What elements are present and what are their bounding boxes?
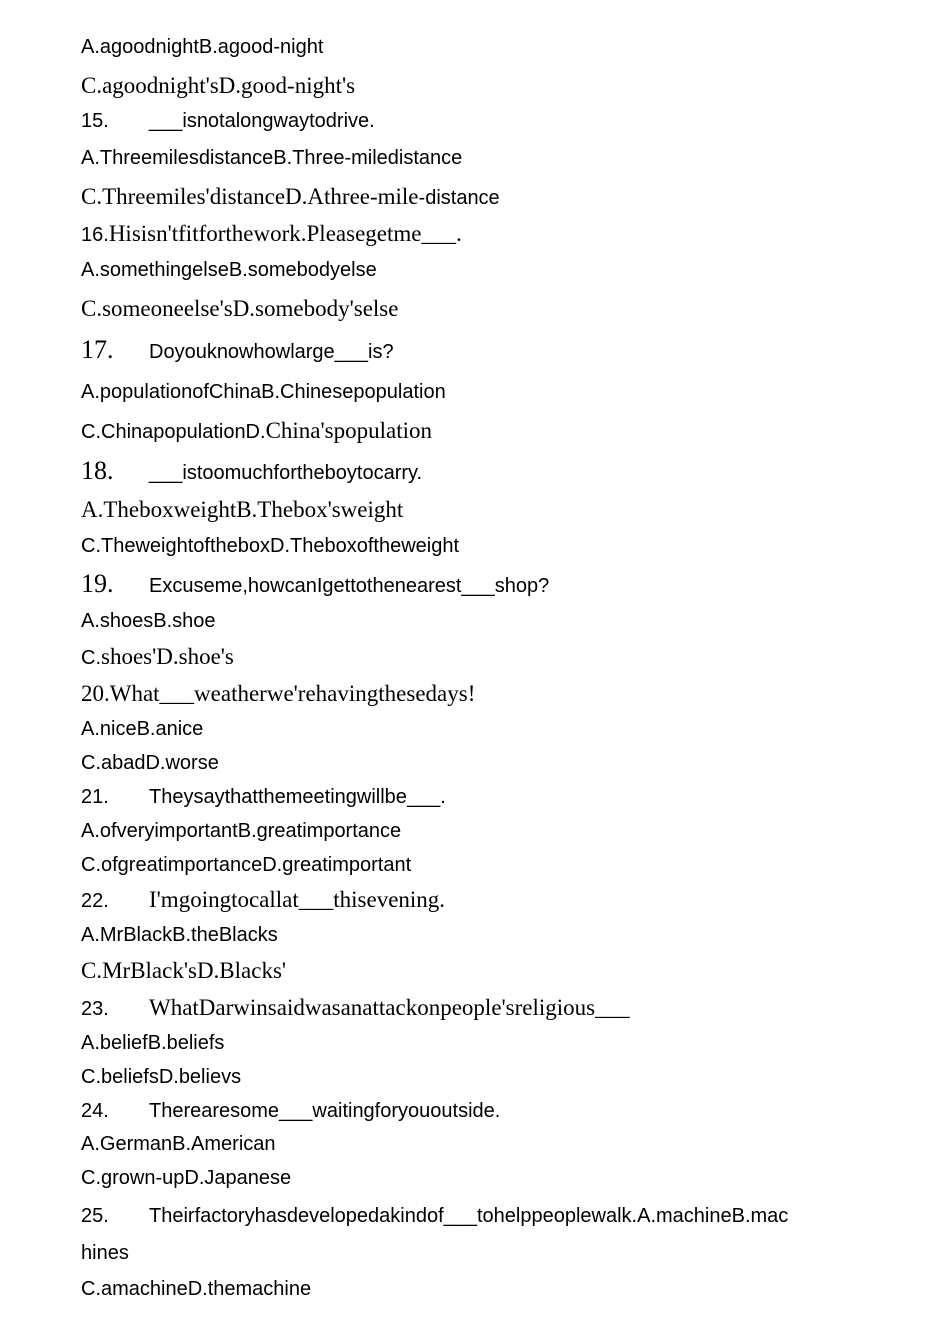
option-line: A.GermanB.American [81, 1133, 276, 1155]
question-text: ___istoomuchfortheboytocarry. [149, 462, 423, 484]
question-number: 23. [81, 998, 109, 1020]
question-number: 16. [81, 224, 109, 246]
option-text: shoes'D.shoe's [101, 644, 234, 669]
question-19 [81, 571, 549, 597]
question-16 [81, 222, 462, 245]
option-line: A.TheboxweightB.Thebox'sweight [81, 497, 404, 522]
question-text: Hisisn'tfitforthework.Pleasegetme___. [108, 221, 462, 246]
question-text: Theirfactoryhasdevelopedakindof___tohelppeoplewalk.A.machineB.mac [149, 1205, 789, 1227]
question-15 [81, 111, 375, 131]
option-line: A.ofveryimportantB.greatimportance [81, 820, 402, 842]
question-21 [81, 787, 446, 807]
option-line: A.niceB.anice [81, 718, 204, 740]
option-text: C.Threemiles'distanceD.Athree-mile [81, 184, 419, 209]
question-number: 21. [81, 786, 109, 808]
question-number: 15. [81, 110, 109, 132]
question-number: 18. [81, 456, 114, 485]
question-text: Doyouknowhowlarge___is? [149, 341, 394, 363]
question-text: Excuseme,howcanIgettothenearest___shop? [149, 575, 550, 597]
option-line: C.MrBlack'sD.Blacks' [81, 958, 287, 983]
question-number: 22. [81, 890, 109, 912]
option-text: C.ChinapopulationD. [81, 421, 266, 443]
option-line: C.amachineD.themachine [81, 1278, 312, 1300]
option-line: A.MrBlackB.theBlacks [81, 924, 278, 946]
question-24 [81, 1101, 500, 1121]
option-line: A.beliefB.beliefs [81, 1032, 225, 1054]
option-line: A.agoodnightB.agood-night [81, 36, 324, 58]
option-line: A.somethingelseB.somebodyelse [81, 259, 377, 281]
option-text: -distance [418, 187, 500, 209]
option-line: C.beliefsD.believs [81, 1066, 242, 1088]
question-17 [81, 337, 394, 363]
question-text: I'mgoingtocallat___thisevening. [149, 887, 446, 912]
option-line: C.ofgreatimportanceD.greatimportant [81, 854, 412, 876]
question-number: 17. [81, 335, 114, 364]
question-number: 19. [81, 569, 114, 598]
option-line: C.TheweightoftheboxD.Theboxoftheweight [81, 535, 460, 557]
option-text: C. [81, 647, 101, 669]
option-line: C.grown-upD.Japanese [81, 1167, 292, 1189]
question-text: WhatDarwinsaidwasanattackonpeople'sreligious___ [149, 995, 630, 1020]
question-number: 24. [81, 1100, 109, 1122]
question-18 [81, 458, 422, 484]
option-line: A.populationofChinaB.Chinesepopulation [81, 381, 446, 403]
option-line: C.someoneelse'sD.somebody'selse [81, 296, 399, 321]
question-22 [81, 888, 445, 911]
question-text: Theysaythatthemeetingwillbe___. [149, 786, 446, 808]
question-25 [81, 1206, 788, 1226]
option-text: China'spopulation [265, 418, 432, 443]
option-line: A.shoesB.shoe [81, 610, 216, 632]
question-text: Therearesome___waitingforyououtside. [149, 1100, 501, 1122]
option-line: C.abadD.worse [81, 752, 219, 774]
option-line [81, 645, 234, 668]
question-continuation: hines [81, 1242, 129, 1264]
question-23 [81, 996, 630, 1019]
question-20: 20.What___weatherwe'rehavingthesedays! [81, 681, 476, 706]
question-number: 25. [81, 1205, 109, 1227]
option-line: C.agoodnight'sD.good-night's [81, 73, 356, 98]
option-line [81, 419, 432, 442]
option-line: A.ThreemilesdistanceB.Three-miledistance [81, 147, 463, 169]
option-line [81, 185, 500, 208]
question-text: ___isnotalongwaytodrive. [149, 110, 375, 132]
